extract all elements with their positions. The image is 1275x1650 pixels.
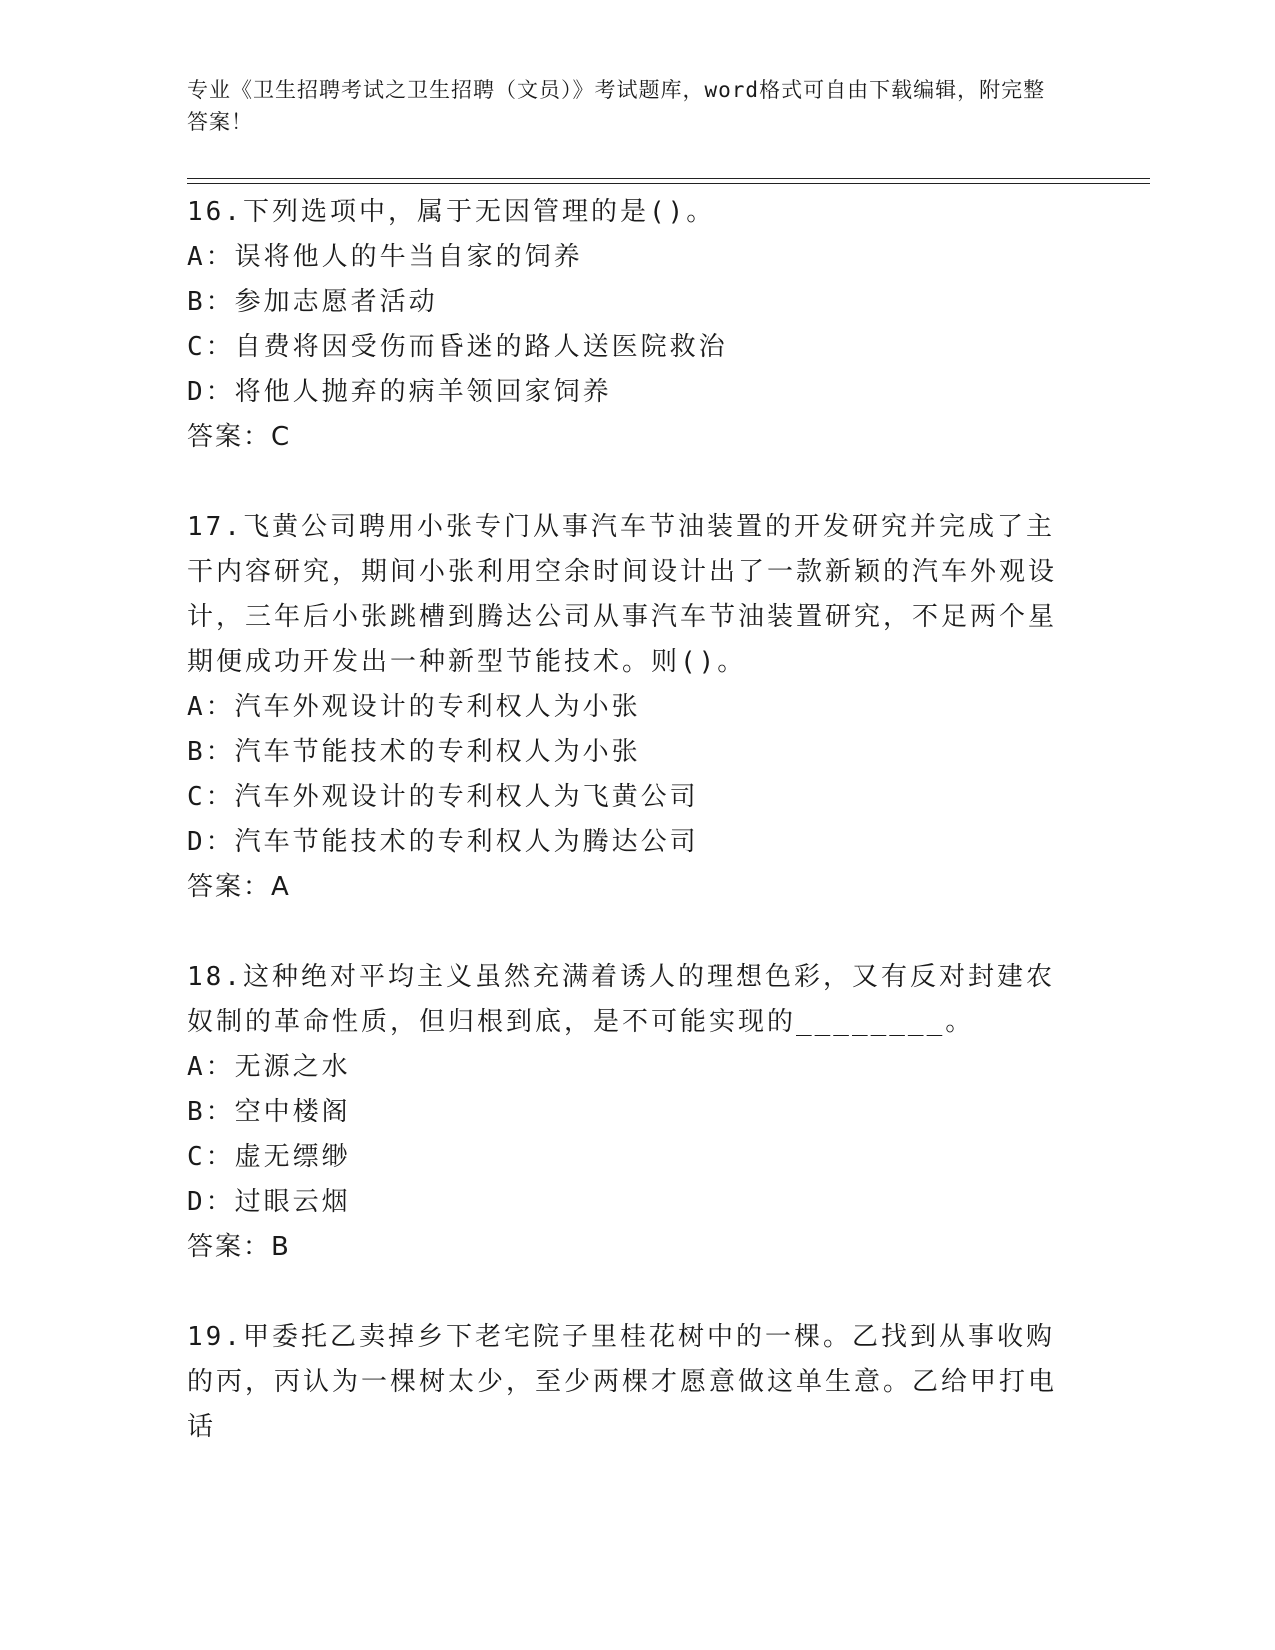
- answer-line: 答案：C: [187, 422, 292, 452]
- question-17: [187, 505, 1077, 910]
- spacer: [187, 1270, 1077, 1315]
- question-text: 17.飞黄公司聘用小张专门从事汽车节油装置的开发研究并完成了主干内容研究，期间小张利用空余时间设计出了一款新颖的汽车外观设计，三年后小张跳槽到腾达公司从事汽车节油装置研究，不足两个星期便成功开发出一种新型节能技术。则()。: [187, 512, 1058, 677]
- option-a: A：无源之水: [187, 1052, 351, 1082]
- spacer: [187, 910, 1077, 955]
- option-a: A：汽车外观设计的专利权人为小张: [187, 692, 641, 722]
- option-b: B：参加志愿者活动: [187, 287, 438, 317]
- document-header: 专业《卫生招聘考试之卫生招聘（文员）》考试题库，word格式可自由下载编辑，附完整答案！: [187, 78, 1046, 134]
- question-18: [187, 955, 1077, 1270]
- question-16: [187, 190, 1077, 460]
- answer-line: 答案：A: [187, 872, 291, 902]
- header-divider-bottom: [187, 183, 1150, 184]
- header-divider-top: [187, 178, 1150, 179]
- option-d: D：过眼云烟: [187, 1187, 351, 1217]
- question-text: 19.甲委托乙卖掉乡下老宅院子里桂花树中的一棵。乙找到从事收购的丙，丙认为一棵树太少，至少两棵才愿意做这单生意。乙给甲打电话: [187, 1322, 1058, 1442]
- option-c: C：汽车外观设计的专利权人为飞黄公司: [187, 782, 699, 812]
- option-d: D：将他人抛弃的病羊领回家饲养: [187, 377, 612, 407]
- option-c: C：自费将因受伤而昏迷的路人送医院救治: [187, 332, 728, 362]
- option-d: D：汽车节能技术的专利权人为腾达公司: [187, 827, 699, 857]
- question-list: [187, 190, 1077, 1450]
- spacer: [187, 460, 1077, 505]
- question-text: 16.下列选项中，属于无因管理的是()。: [187, 197, 716, 227]
- option-c: C：虚无缥缈: [187, 1142, 351, 1172]
- answer-line: 答案：B: [187, 1232, 291, 1262]
- option-b: B：空中楼阁: [187, 1097, 351, 1127]
- option-b: B：汽车节能技术的专利权人为小张: [187, 737, 641, 767]
- question-text: 18.这种绝对平均主义虽然充满着诱人的理想色彩，又有反对封建农奴制的革命性质，但归根到底，是不可能实现的________。: [187, 962, 1055, 1037]
- question-19: [187, 1315, 1077, 1450]
- option-a: A：误将他人的牛当自家的饲养: [187, 242, 583, 272]
